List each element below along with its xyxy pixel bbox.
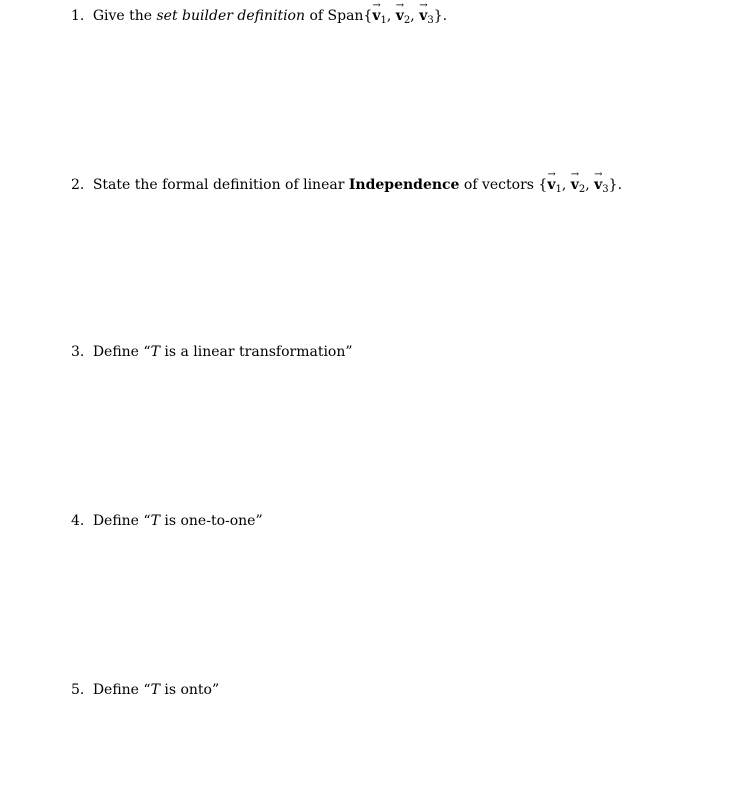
question-number: 3. [71, 344, 85, 360]
question-text: Give the [92, 8, 157, 24]
vector-symbol: → $v_1$ [372, 5, 387, 30]
separator: , [585, 177, 595, 193]
question-3 [71, 343, 353, 361]
question-text: Define “ [92, 513, 151, 529]
question-text: of vectors { [459, 177, 548, 193]
question-text: is one-to-one” [159, 513, 263, 529]
variable-t: T [150, 682, 160, 698]
question-number: 2. [71, 177, 85, 193]
separator: , [410, 8, 420, 24]
vector-symbol: → $v_1$ [547, 174, 562, 199]
question-text: is onto” [159, 682, 220, 698]
question-text: Define “ [92, 344, 151, 360]
question-1 [71, 5, 447, 30]
separator: , [561, 177, 571, 193]
question-text: }. [433, 8, 448, 24]
vector-symbol: → $v_2$ [396, 5, 411, 30]
question-text: is a linear transformation” [159, 344, 353, 360]
variable-t: T [150, 344, 160, 360]
question-5 [71, 681, 219, 699]
question-2 [71, 174, 622, 199]
question-number: 1. [71, 8, 85, 24]
question-text: }. [608, 177, 623, 193]
vector-symbol: → $v_3$ [594, 174, 609, 199]
question-number: 5. [71, 682, 85, 698]
question-text: Define “ [92, 682, 151, 698]
vector-symbol: → $v_3$ [419, 5, 434, 30]
question-text: of Span{ [305, 8, 373, 24]
variable-t: T [150, 513, 160, 529]
question-4 [71, 512, 263, 530]
vector-symbol: → $v_2$ [571, 174, 586, 199]
separator: , [386, 8, 396, 24]
question-number: 4. [71, 513, 85, 529]
question-text: State the formal definition of linear [92, 177, 349, 193]
emphasis-text: set builder definition [156, 8, 305, 24]
bold-term: Independence [348, 177, 460, 193]
